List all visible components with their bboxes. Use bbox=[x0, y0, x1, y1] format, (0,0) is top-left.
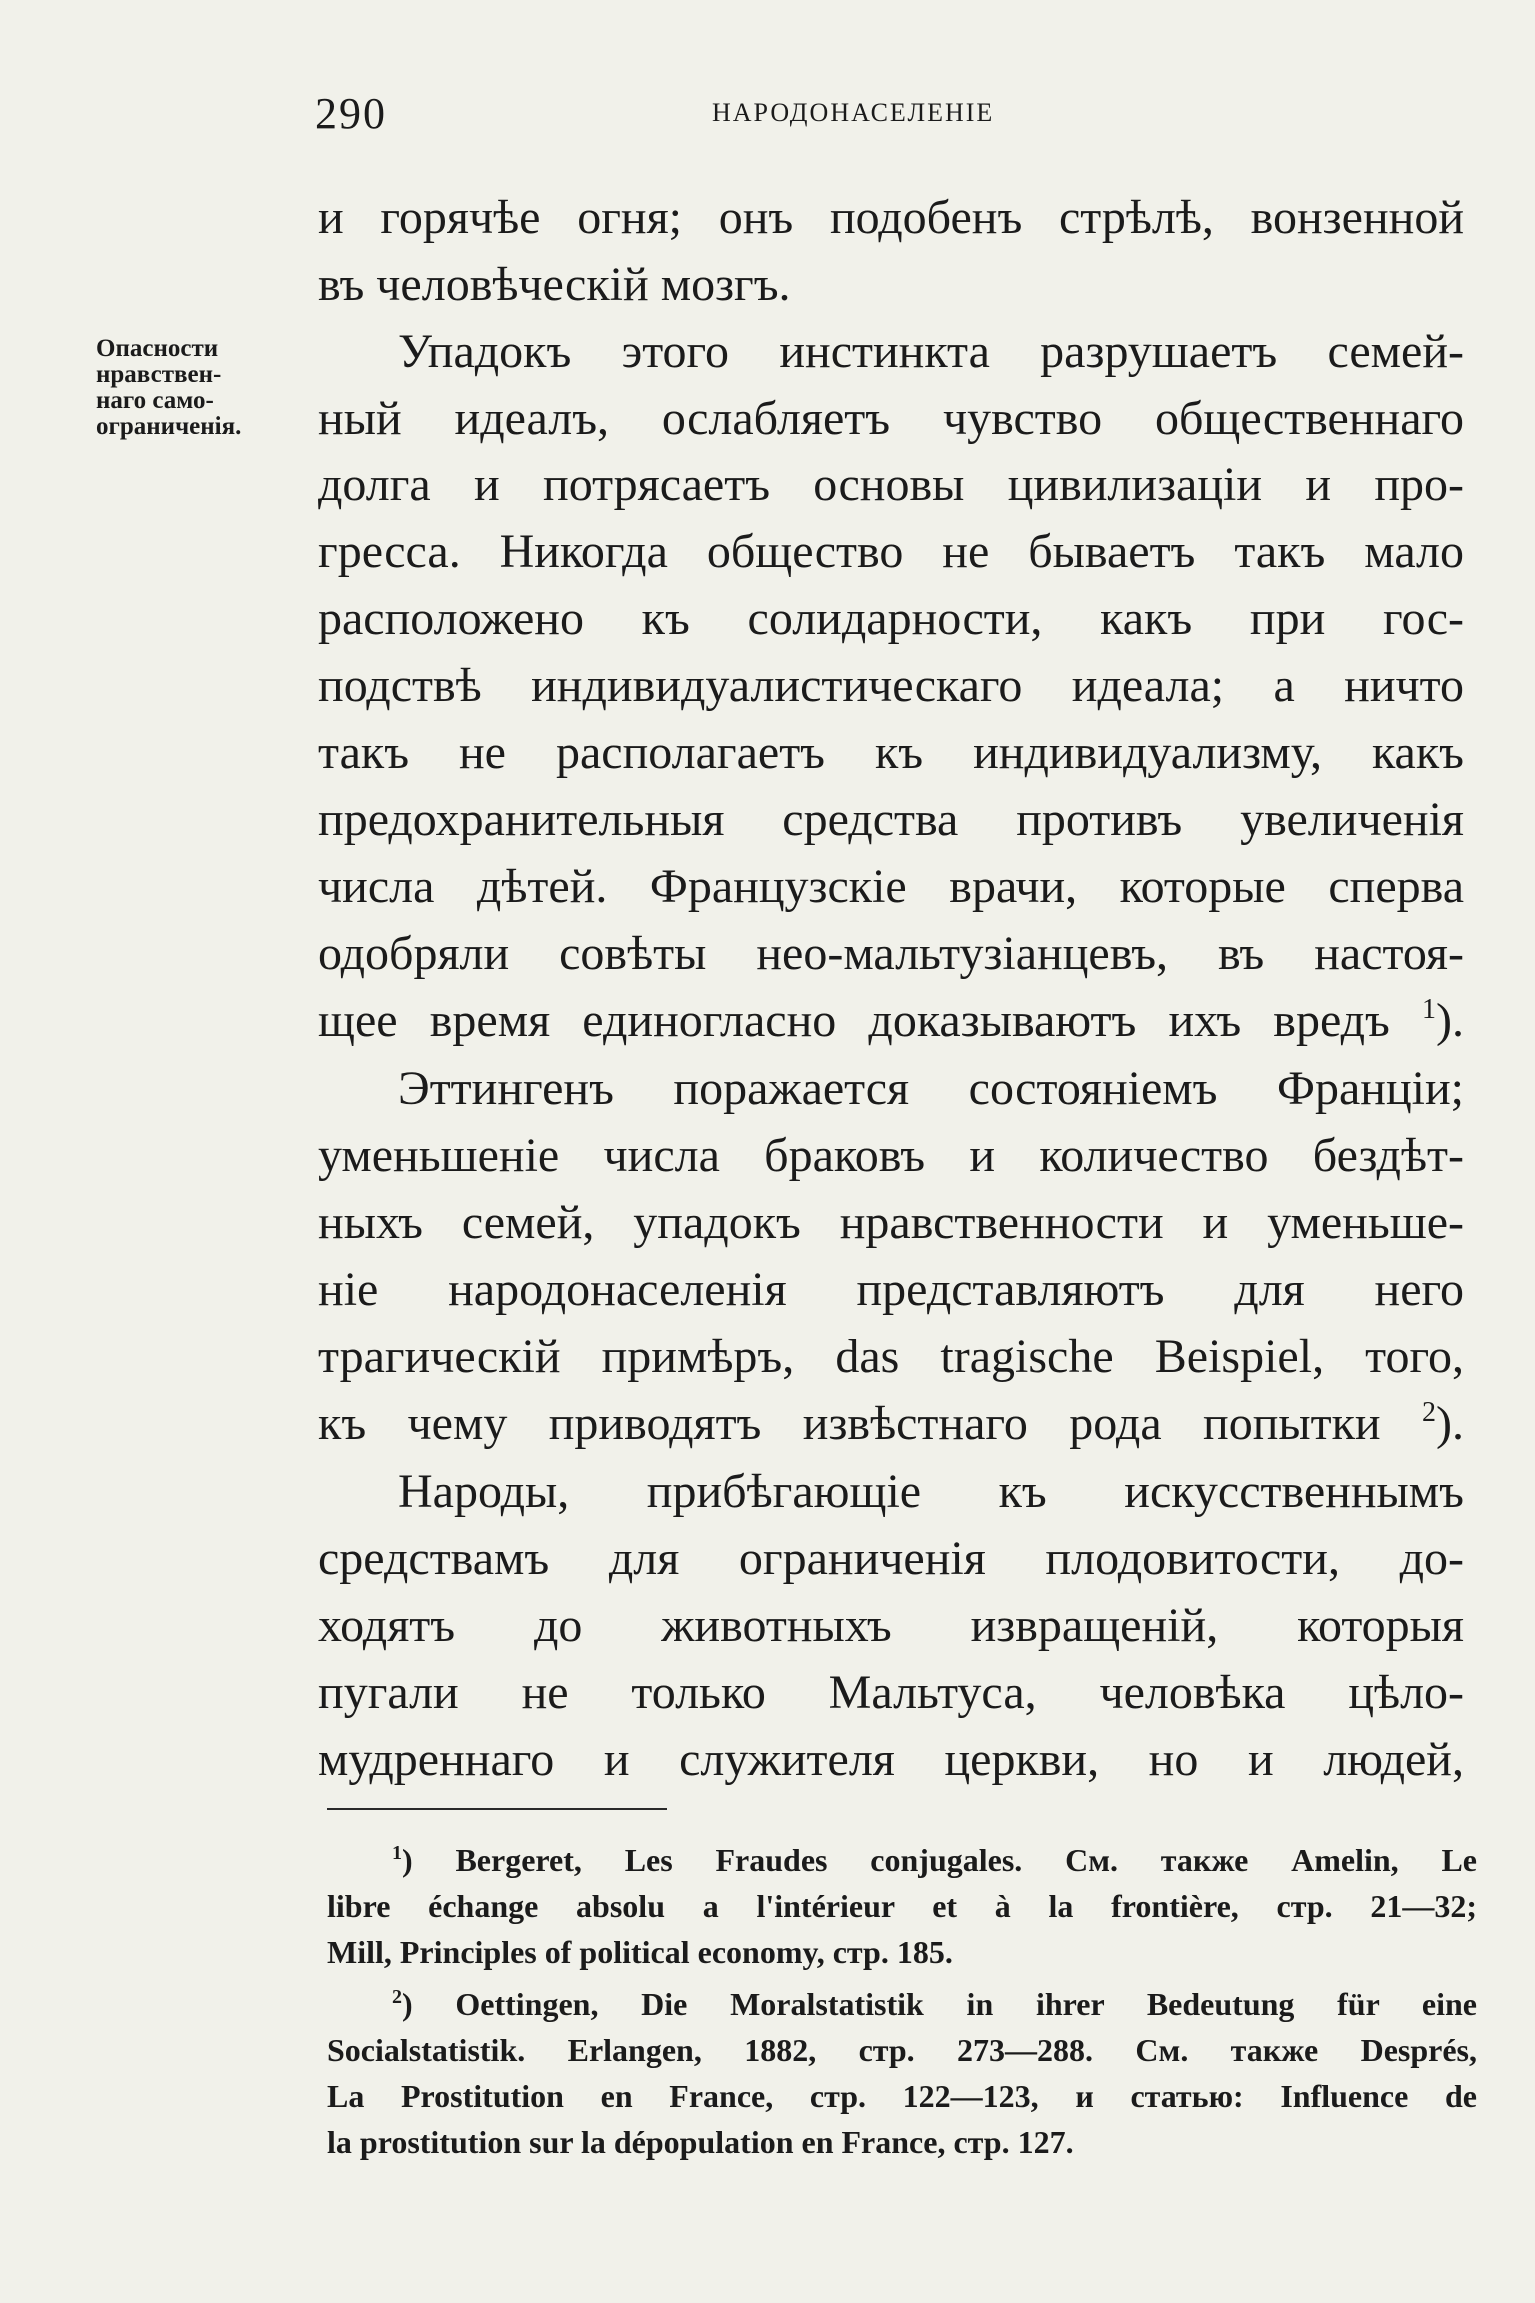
footnote-mark: 1 bbox=[392, 1842, 402, 1864]
footnote-line: la prostitution sur la dépopulation en France, стр. 127. bbox=[327, 2124, 1074, 2160]
body-line: гресса. Никогда общество не бываетъ такъ мало bbox=[318, 525, 1464, 578]
body-line: Эттингенъ поражается состояніемъ Франціи; bbox=[398, 1062, 1464, 1115]
body-line: Народы, прибѣгающіе къ искусственнымъ bbox=[398, 1465, 1464, 1518]
body-line: трагическій примѣръ, das tragische Beispiel, того, bbox=[318, 1330, 1464, 1383]
footnote-line bbox=[392, 1982, 1477, 2026]
body-line: числа дѣтей. Французскіе врачи, которые сперва bbox=[318, 860, 1464, 913]
body-line: ный идеалъ, ослабляетъ чувство общественнаго bbox=[318, 392, 1464, 445]
body-line-text: щее время единогласно доказываютъ ихъ вредъ bbox=[318, 994, 1390, 1047]
footnote-ref-suffix: ). bbox=[1436, 994, 1465, 1047]
footnote-line: Socialstatistik. Erlangen, 1882, стр. 273—288. См. также Després, bbox=[327, 2032, 1477, 2068]
footnote-line: La Prostitution en France, стр. 122—123, и статью: Influence de bbox=[327, 2078, 1477, 2114]
body-line: ходятъ до животныхъ извращеній, которыя bbox=[318, 1599, 1464, 1652]
footnote-line bbox=[392, 1838, 1477, 1882]
footnote-line: Mill, Principles of political economy, стр. 185. bbox=[327, 1934, 953, 1970]
body-line: предохранительныя средства противъ увеличенія bbox=[318, 793, 1464, 846]
body-line-with-footnote-ref bbox=[318, 989, 1464, 1053]
footnote-mark-suffix: ) bbox=[402, 1986, 413, 2022]
footnote-text: Oettingen, Die Moralstatistik in ihrer Bedeutung für eine bbox=[455, 1986, 1478, 2022]
body-line: уменьшеніе числа браковъ и количество бездѣт- bbox=[318, 1129, 1464, 1182]
footnote-text: Bergeret, Les Fraudes conjugales. См. также Amelin, Le bbox=[455, 1842, 1477, 1878]
body-line: ныхъ семей, упадокъ нравственности и уменьше- bbox=[318, 1196, 1464, 1249]
body-line: въ человѣческій мозгъ. bbox=[318, 258, 791, 311]
footnote-ref: 1 bbox=[1422, 994, 1437, 1025]
footnote-mark: 2 bbox=[392, 1986, 402, 2008]
body-line: подствѣ индивидуалистическаго идеала; а ничто bbox=[318, 659, 1464, 712]
body-line: ніе народонаселенія представляютъ для него bbox=[318, 1263, 1464, 1316]
margin-note-line: ограниченія. bbox=[96, 413, 242, 440]
margin-note-line: наго само- bbox=[96, 387, 214, 414]
footnote-mark-suffix: ) bbox=[402, 1842, 413, 1878]
body-line: средствамъ для ограниченія плодовитости, до- bbox=[318, 1532, 1464, 1585]
body-line-text: къ чему приводятъ извѣстнаго рода попытки bbox=[318, 1397, 1381, 1450]
body-line: и горячѣе огня; онъ подобенъ стрѣлѣ, вонзенной bbox=[318, 191, 1464, 244]
body-line: Упадокъ этого инстинкта разрушаетъ семей- bbox=[398, 325, 1464, 378]
body-line: долга и потрясаетъ основы цивилизаціи и про- bbox=[318, 458, 1464, 511]
footnote-divider bbox=[327, 1808, 667, 1810]
body-line: мудреннаго и служителя церкви, но и людей, bbox=[318, 1733, 1464, 1786]
body-line-with-footnote-ref bbox=[318, 1392, 1464, 1456]
body-line: такъ не располагаетъ къ индивидуализму, какъ bbox=[318, 726, 1464, 779]
footnote-line: libre échange absolu a l'intérieur et à la frontière, стр. 21—32; bbox=[327, 1888, 1477, 1924]
footnote-ref: 2 bbox=[1422, 1397, 1437, 1428]
body-line: пугали не только Мальтуса, человѣка цѣло- bbox=[318, 1666, 1464, 1719]
body-line: расположено къ солидарности, какъ при гос- bbox=[318, 592, 1464, 645]
body-line: одобряли совѣты нео-мальтузіанцевъ, въ настоя- bbox=[318, 927, 1464, 980]
footnote-ref-suffix: ). bbox=[1436, 1397, 1464, 1450]
page-number: 290 bbox=[315, 89, 387, 138]
margin-note bbox=[96, 336, 306, 440]
running-title: НАРОДОНАСЕЛЕНІЕ bbox=[712, 98, 995, 127]
margin-note-line: Опасности bbox=[96, 335, 219, 362]
margin-note-line: нравствен- bbox=[96, 361, 222, 388]
